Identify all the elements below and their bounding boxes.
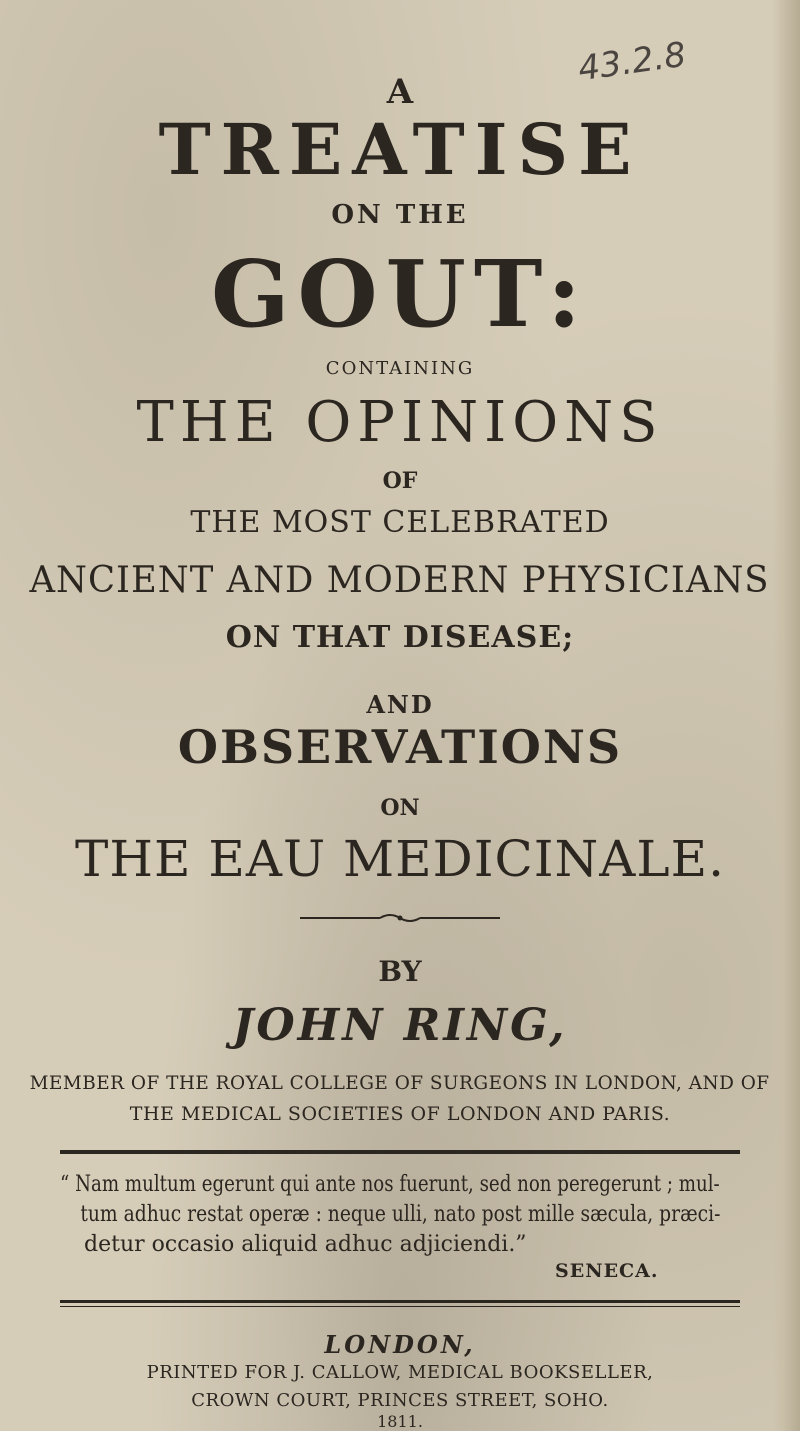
divider-double-rule — [60, 1300, 740, 1303]
subtitle-observations: OBSERVATIONS — [177, 720, 623, 774]
ornament-rule — [300, 912, 500, 924]
imprint-printer: PRINTED FOR J. CALLOW, MEDICAL BOOKSELLER, — [146, 1362, 654, 1383]
title-subject: GOUT: — [210, 240, 590, 348]
epigraph-line-1: “ Nam multum egerunt qui ante nos fuerunt, sed non peregerunt ; mul- — [60, 1172, 720, 1197]
subtitle-most-celebrated: THE MOST CELEBRATED — [190, 505, 610, 540]
title-main: TREATISE — [158, 108, 642, 191]
divider-rule — [60, 1150, 740, 1154]
epigraph-line-2: tum adhuc restat operæ : neque ulli, nato post mille sæcula, præci- — [80, 1202, 721, 1227]
divider-double-rule-thin — [60, 1306, 740, 1307]
subtitle-and: AND — [366, 690, 434, 719]
epigraph-line-3: detur occasio aliquid adhuc adjiciendi.” — [84, 1232, 527, 1257]
subtitle-opinions: THE OPINIONS — [136, 390, 664, 455]
epigraph — [60, 1170, 720, 1260]
subtitle-eau-medicinale: THE EAU MEDICINALE. — [75, 830, 725, 888]
subtitle-containing: CONTAINING — [325, 358, 475, 379]
subtitle-on: ON — [380, 795, 420, 821]
imprint-address: CROWN COURT, PRINCES STREET, SOHO. — [191, 1390, 609, 1411]
imprint-city: LONDON, — [324, 1330, 476, 1359]
title-article: A — [386, 72, 414, 112]
author-name: JOHN RING, — [232, 1000, 568, 1051]
epigraph-attribution: SENECA. — [555, 1260, 659, 1282]
subtitle-of: OF — [382, 468, 418, 494]
author-by: BY — [378, 955, 422, 988]
title-on-the: ON THE — [331, 200, 469, 230]
author-credentials-1: MEMBER OF THE ROYAL COLLEGE OF SURGEONS IN LONDON, AND OF — [30, 1072, 770, 1094]
author-credentials-2: THE MEDICAL SOCIETIES OF LONDON AND PARIS. — [129, 1103, 671, 1125]
subtitle-disease: ON THAT DISEASE; — [225, 620, 575, 655]
imprint-year: 1811. — [377, 1412, 423, 1431]
subtitle-physicians: ANCIENT AND MODERN PHYSICIANS — [30, 560, 770, 601]
pencil-annotation: 43.2.8 — [575, 34, 689, 90]
